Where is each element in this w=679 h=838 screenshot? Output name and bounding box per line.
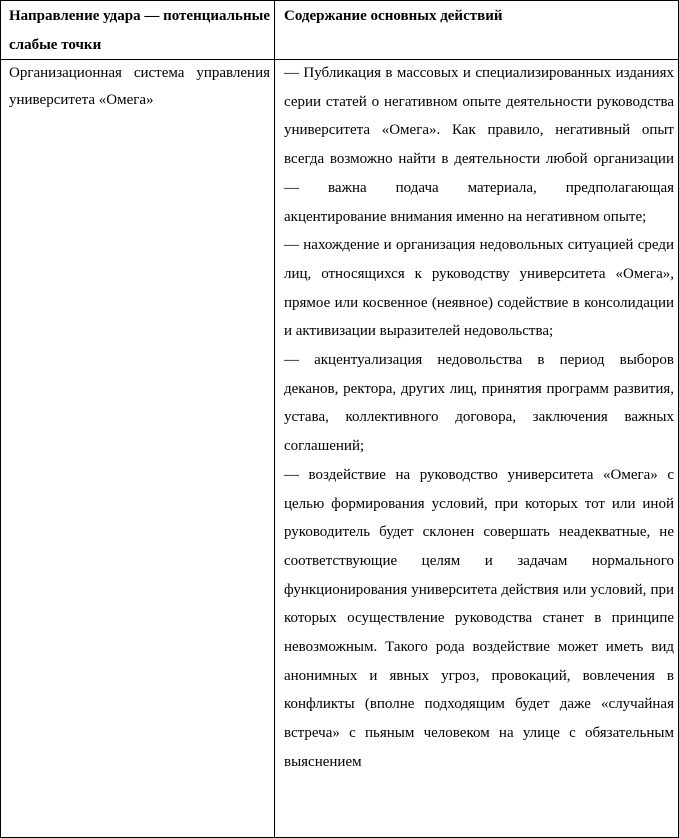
header-direction: Направление удара — потенциальные слабые точки: [9, 8, 270, 53]
cell-actions: [284, 59, 674, 777]
action-paragraph-3: — акцентуализация недовольства в период выборов деканов, ректора, других лиц, принятия программ развития, устава, коллективного договора, заключения важных соглашений;: [284, 352, 674, 455]
action-paragraph-1: — Публикация в массовых и специализированных изданиях серии статей о негативном опыте деятельности руководства университета «Омега». Как правило, негативный опыт всегда возможно найти в деятельности любой организации — важна подача материала, предполагающая акцентирование внимания именно на негативном опыте;: [284, 65, 674, 225]
column-divider: [274, 1, 275, 837]
action-paragraph-2: — нахождение и организация недовольных ситуацией среди лиц, относящихся к руководству университета «Омега», прямое или косвенное (неявное) содействие в консолидации и активизации выразителей недовольства;: [284, 237, 674, 340]
header-actions: Содержание основных действий: [284, 8, 503, 24]
action-paragraph-4: — воздействие на руководство университета «Омега» с целью формирования условий, при которых тот или иной руководитель будет склонен совершать неадекватные, не соответствующие целям и задачам нормального функционирования университета действия или условий, при которых осуществление руководства станет в принципе невозможным. Такого рода воздействие может иметь вид анонимных и явных угроз, провокаций, вовлечения в конфликты (вполне подходящим будет даже «случайная встреча» с пьяным человеком на улице с обязательным выяснением: [284, 466, 674, 770]
cell-direction: Организационная система управления университета «Омега»: [9, 65, 270, 108]
